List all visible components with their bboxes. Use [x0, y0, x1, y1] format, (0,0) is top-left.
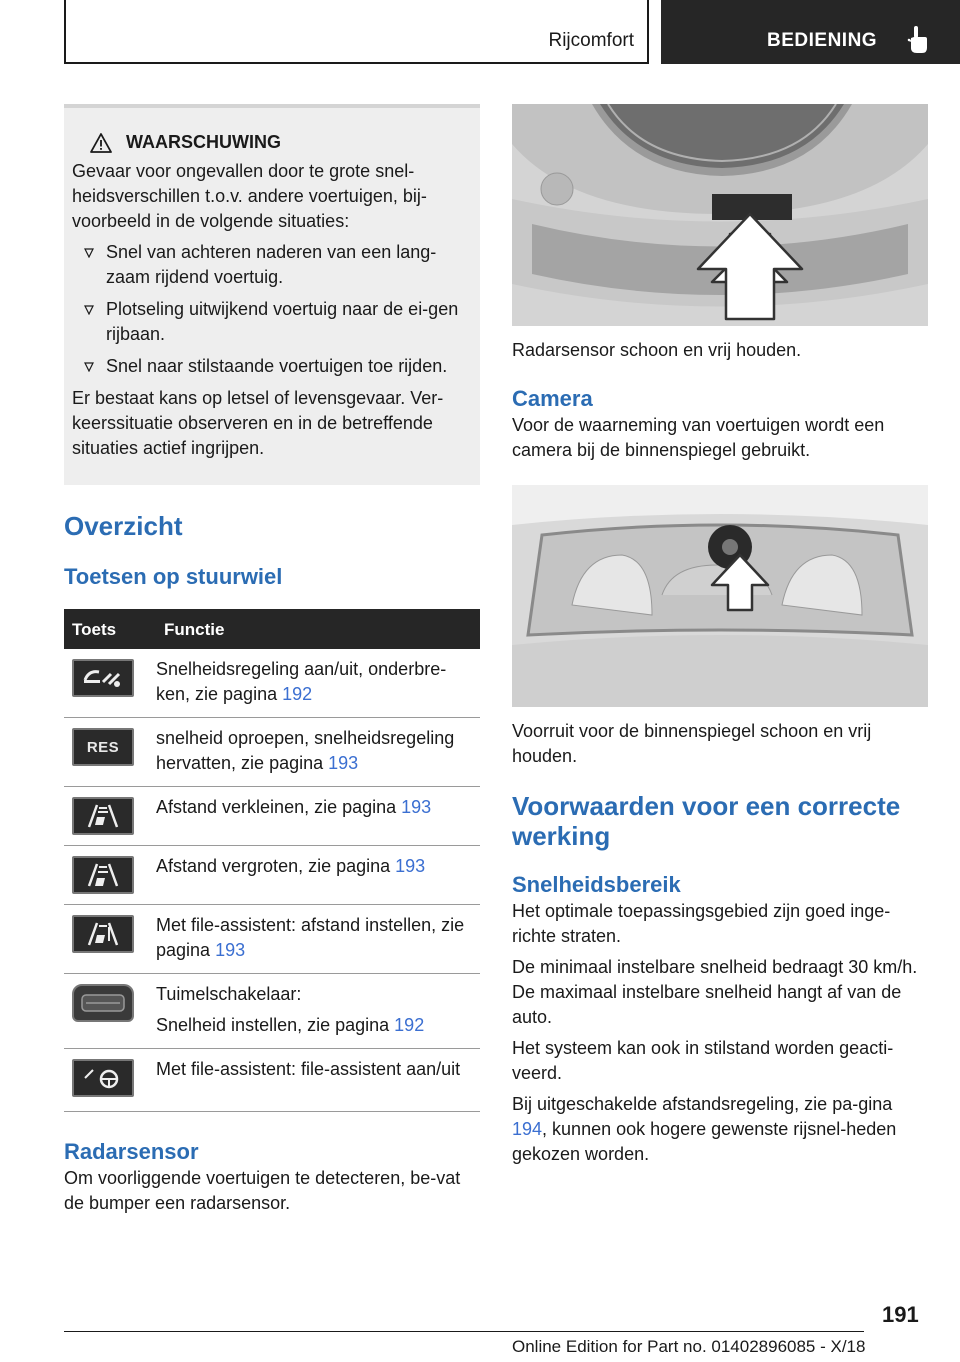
column-header-key: Toets	[64, 609, 156, 649]
header-section-title: Rijcomfort	[548, 30, 634, 51]
warning-title	[72, 130, 472, 155]
bullet-triangle-icon	[84, 362, 94, 372]
function-text: Snelheidsregeling aan/uit, onderbre-ken, zie pagina	[156, 659, 447, 704]
subheading-radar: Radarsensor	[64, 1139, 199, 1164]
warning-item-text: Snel naar stilstaande voertuigen toe rijden.	[106, 356, 448, 376]
page-link[interactable]: 194	[512, 1119, 543, 1139]
page-number: 191	[882, 1302, 919, 1327]
rocker-switch-icon	[72, 984, 134, 1022]
function-text-line1: Tuimelschakelaar:	[156, 984, 302, 1004]
requirements-paragraph-1: Het optimale toepassingsgebied zijn goed inge-richte straten.	[512, 901, 891, 946]
warning-title-text: WAARSCHUWING	[126, 132, 281, 152]
pointing-hand-icon	[907, 26, 929, 59]
windshield-camera-photo	[512, 485, 928, 707]
page-link[interactable]: 192	[282, 684, 313, 704]
function-text: Met file-assistent: afstand instellen, zie pagina	[156, 915, 465, 960]
warning-outro: Er bestaat kans op letsel of levensgevaar. Ver-keerssituatie observeren en in de betreffende situaties actief ingrijpen.	[72, 388, 444, 458]
radar-text: Om voorliggende voertuigen te detecteren, be-vat de bumper een radarsensor.	[64, 1168, 461, 1213]
subheading-speed-range: Snelheidsbereik	[512, 872, 681, 897]
warning-box	[64, 104, 480, 485]
subheading-camera: Camera	[512, 386, 593, 411]
table-row	[64, 718, 480, 787]
subheading-steering-keys: Toetsen op stuurwiel	[64, 564, 283, 589]
footer-divider	[64, 1331, 864, 1332]
page-link[interactable]: 193	[401, 797, 432, 817]
paragraph-text: Bij uitgeschakelde afstandsregeling, zie pa-gina	[512, 1094, 893, 1114]
chapter-tab-label: BEDIENING	[767, 30, 878, 51]
table-row	[64, 787, 480, 846]
section-heading-overview: Overzicht	[64, 511, 183, 541]
traffic-jam-assistant-icon	[72, 1059, 134, 1097]
page-link[interactable]: 193	[215, 940, 246, 960]
table-row	[64, 1049, 480, 1112]
footer-edition: Online Edition for Part no. 01402896085 - X/18	[512, 1337, 866, 1356]
warning-triangle-icon	[90, 133, 112, 153]
function-text: Afstand vergroten, zie pagina	[156, 856, 396, 876]
radar-caption: Radarsensor schoon en vrij houden.	[512, 340, 802, 360]
page-link[interactable]: 193	[395, 856, 426, 876]
steering-wheel-keys-table	[64, 609, 480, 1112]
function-text: Afstand verkleinen, zie pagina	[156, 797, 402, 817]
warning-intro: Gevaar voor ongevallen door te grote snel-heidsverschillen t.o.v. andere voertuigen, bij-voorbeeld in de volgende situaties:	[72, 161, 427, 231]
column-header-function: Functie	[156, 609, 480, 649]
function-text: Met file-assistent: file-assistent aan/uit	[156, 1059, 461, 1079]
table-row	[64, 905, 480, 974]
requirements-paragraph-3: Het systeem kan ook in stilstand worden geacti-veerd.	[512, 1038, 894, 1083]
bumper-radar-photo	[512, 104, 928, 326]
chapter-tab[interactable]	[661, 0, 960, 64]
camera-text: Voor de waarneming van voertuigen wordt een camera bij de binnenspiegel gebruikt.	[512, 415, 885, 460]
warning-item-text: Snel van achteren naderen van een lang-zaam rijdend voertuig.	[106, 242, 437, 287]
requirements-paragraph-2: De minimaal instelbare snelheid bedraagt 30 km/h. De maximaal instelbare snelheid hangt af van de auto.	[512, 957, 918, 1027]
right-column	[512, 104, 928, 1167]
function-text: snelheid oproepen, snelheidsregeling hervatten, zie pagina	[156, 728, 455, 773]
distance-increase-icon	[72, 856, 134, 894]
requirements-paragraph-4	[512, 1092, 928, 1167]
cruise-control-icon	[72, 659, 134, 697]
list-item	[72, 297, 472, 347]
table-row	[64, 846, 480, 905]
page-link[interactable]: 193	[328, 753, 359, 773]
list-item	[72, 354, 472, 379]
page-link[interactable]: 192	[394, 1015, 425, 1035]
warning-item-text: Plotseling uitwijkend voertuig naar de ei-gen rijbaan.	[106, 299, 459, 344]
table-row	[64, 649, 480, 718]
list-item	[72, 240, 472, 290]
function-text: Snelheid instellen, zie pagina	[156, 1015, 395, 1035]
table-row	[64, 974, 480, 1049]
bullet-triangle-icon	[84, 305, 94, 315]
section-heading-requirements: Voorwaarden voor een correcte werking	[512, 791, 901, 851]
bullet-triangle-icon	[84, 248, 94, 258]
camera-caption: Voorruit voor de binnenspiegel schoon en vrij houden.	[512, 721, 872, 766]
warning-list	[72, 240, 472, 379]
left-column	[64, 104, 480, 1216]
paragraph-text: , kunnen ook hogere gewenste rijsnel-heden gekozen worden.	[512, 1119, 897, 1164]
lane-assistant-distance-icon	[72, 915, 134, 953]
distance-decrease-icon	[72, 797, 134, 835]
res-button-icon: RES	[72, 728, 134, 766]
